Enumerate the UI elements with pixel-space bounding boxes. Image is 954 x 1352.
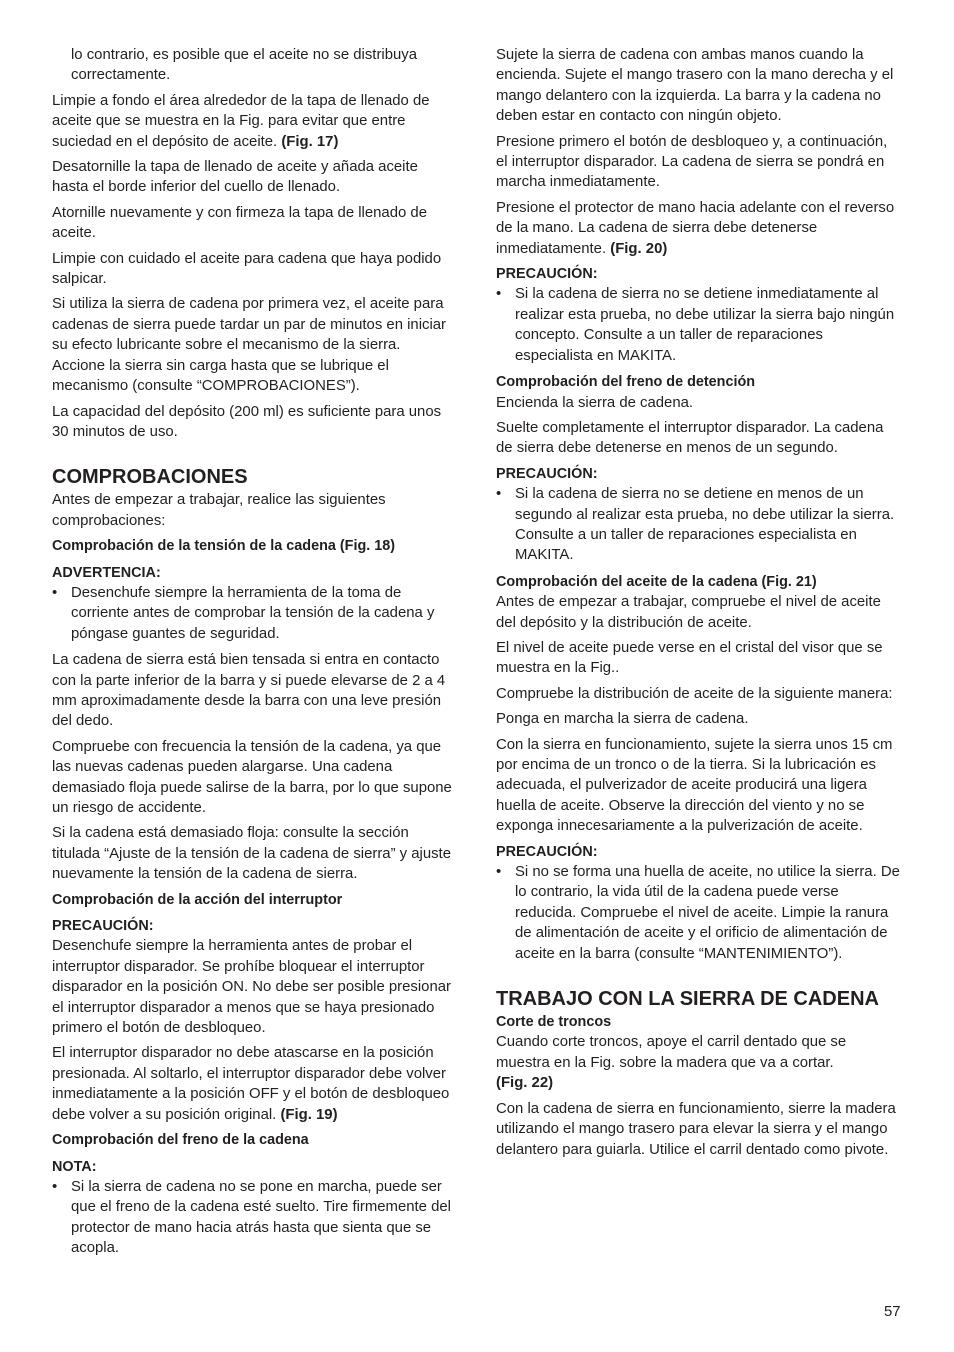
figure-reference: (Fig. 20) [610, 240, 668, 257]
bullet-item [52, 583, 456, 644]
bullet-item [496, 862, 902, 964]
paragraph: Limpie con cuidado el aceite para cadena que haya podido salpicar. [52, 250, 442, 288]
bullet-text: Si la cadena de sierra no se detiene inmediatamente al realizar esta prueba, no debe utilizar la sierra bajo ningún concepto. Consulte a un taller de reparaciones especialista en MAKITA. [515, 286, 895, 364]
caution-label: PRECAUCIÓN: [496, 266, 598, 283]
figure-reference: (Fig. 17) [281, 133, 339, 150]
paragraph: Si utiliza la sierra de cadena por primera vez, el aceite para cadenas de sierra puede tardar un par de minutos en iniciar su efecto lubricante sobre el mecanismo de la sierra. Accione la sierra sin carga hasta que se lubrique el mecanismo (consulte “COMPROBACIONES”). [52, 296, 447, 395]
paragraph: lo contrario, es posible que el aceite no se distribuya correctamente. [71, 47, 417, 84]
paragraph: Antes de empezar a trabajar, compruebe el nivel de aceite del depósito y la distribución de aceite. [496, 594, 881, 631]
subheading-log-cutting: Corte de troncos [496, 1014, 612, 1031]
subheading-switch-action: Comprobación de la acción del interruptor [52, 891, 343, 908]
bullet-text: Si la cadena de sierra no se detiene en menos de un segundo al realizar esta prueba, no debe utilizar la sierra. Consulte a un taller de reparaciones especialista en MAKITA. [515, 486, 895, 564]
paragraph: Compruebe con frecuencia la tensión de la cadena, ya que las nuevas cadenas pueden alargarse. Una cadena demasiado floja puede salirse de la barra, por lo que supone un riesgo de accidente. [52, 738, 452, 816]
paragraph: Presione primero el botón de desbloqueo y, a continuación, el interruptor disparador. La cadena de sierra se pondrá en marcha inmediatamente. [496, 133, 888, 191]
paragraph: Con la cadena de sierra en funcionamiento, sierre la madera utilizando el mango trasero para elevar la sierra y el mango delantero para guiarla. Utilice el carril dentado como pivote. [496, 1100, 896, 1158]
paragraph-text: El interruptor disparador no debe atascarse en la posición presionada. Al soltarlo, el interruptor disparador debe volver inmediatamente a la posición OFF y el botón de desbloqueo debe volver a su posición original. [52, 1045, 450, 1123]
paragraph: Atornille nuevamente y con firmeza la tapa de llenado de aceite. [52, 204, 427, 242]
paragraph: El nivel de aceite puede verse en el cristal del visor que se muestra en la Fig.. [496, 639, 883, 677]
section-heading-trabajo: TRABAJO CON LA SIERRA DE CADENA [496, 988, 879, 1011]
paragraph: Encienda la sierra de cadena. [496, 394, 694, 411]
section-heading-comprobaciones: COMPROBACIONES [52, 466, 248, 489]
bullet-item [496, 484, 902, 566]
paragraph: Con la sierra en funcionamiento, sujete la sierra unos 15 cm por encima de un tronco o de la tierra. Si la lubricación es adecuada, el pulverizador de aceite producirá una ligera huella de aceite. Observe la dirección del viento y no se exponga innecesariamente a la pulverización de aceite. [496, 736, 893, 835]
paragraph [52, 91, 456, 152]
paragraph [52, 1043, 456, 1125]
bullet-text: Si no se forma una huella de aceite, no utilice la sierra. De lo contrario, la vida útil de la cadena puede verse reducida. Compruebe el nivel de aceite. Limpie la ranura de alimentación de aceite y el orificio de alimentación de aceite en la barra (consulte “MANTENIMIENTO”). [515, 864, 900, 962]
subheading-chain-brake: Comprobación del freno de la cadena [52, 1132, 309, 1149]
bullet-icon: • [496, 286, 502, 303]
bullet-icon: • [52, 584, 58, 601]
paragraph: Ponga en marcha la sierra de cadena. [496, 711, 749, 728]
figure-reference: (Fig. 19) [280, 1106, 338, 1123]
left-column [52, 45, 456, 1265]
paragraph: Desenchufe siempre la herramienta antes de probar el interruptor disparador. Se prohíbe bloquear el interruptor disparador en la posición ON. No debe ser posible presionar el interruptor disparador a menos que se haya presionado primero el botón de desbloqueo. [52, 938, 451, 1037]
subheading-chain-oil: Comprobación del aceite de la cadena (Fig. 21) [496, 573, 817, 590]
figure-reference: (Fig. 22) [496, 1075, 554, 1092]
bullet-text: Desenchufe siempre la herramienta de la toma de corriente antes de comprobar la tensión de la cadena y póngase guantes de seguridad. [71, 584, 435, 642]
paragraph: Sujete la sierra de cadena con ambas manos cuando la encienda. Sujete el mango trasero con la mano derecha y el mango delantero con la izquierda. La barra y la cadena no deben estar en contacto con ningún objeto. [496, 47, 894, 125]
paragraph [496, 1032, 902, 1093]
bullet-item [496, 284, 902, 366]
paragraph: Antes de empezar a trabajar, realice las siguientes comprobaciones: [52, 492, 386, 529]
paragraph: Si la cadena está demasiado floja: consulte la sección titulada “Ajuste de la tensión de la cadena de sierra” y ajuste nuevamente la tensión de la cadena de sierra. [52, 825, 451, 883]
bullet-icon: • [52, 1178, 58, 1195]
bullet-icon: • [496, 864, 502, 881]
note-label: NOTA: [52, 1158, 97, 1175]
page-number: 57 [884, 1304, 901, 1320]
paragraph [496, 198, 902, 259]
caution-label: PRECAUCIÓN: [52, 918, 154, 935]
paragraph-text: Cuando corte troncos, apoye el carril dentado que se muestra en la Fig. sobre la madera que va a cortar. [496, 1034, 847, 1071]
paragraph: La cadena de sierra está bien tensada si entra en contacto con la parte inferior de la barra y si puede elevarse de 2 a 4 mm aproximadamente desde la barra con una leve presión del dedo. [52, 652, 446, 730]
caution-label: PRECAUCIÓN: [496, 465, 598, 482]
paragraph: Suelte completamente el interruptor disparador. La cadena de sierra debe detenerse en menos de un segundo. [496, 419, 884, 457]
bullet-icon: • [496, 486, 502, 503]
paragraph-text: Limpie a fondo el área alrededor de la tapa de llenado de aceite que se muestra en la Fig. para evitar que entre suciedad en el depósito de aceite. [52, 92, 430, 150]
subheading-stop-brake: Comprobación del freno de detención [496, 374, 756, 391]
subheading-chain-tension: Comprobación de la tensión de la cadena (Fig. 18) [52, 538, 396, 555]
warning-label: ADVERTENCIA: [52, 564, 161, 581]
bullet-text: Si la sierra de cadena no se pone en marcha, puede ser que el freno de la cadena esté suelto. Tire firmemente del protector de mano hacia atrás hasta que sienta que se acopla. [71, 1178, 451, 1257]
caution-label: PRECAUCIÓN: [496, 843, 598, 860]
paragraph: Compruebe la distribución de aceite de la siguiente manera: [496, 685, 893, 702]
right-column [496, 45, 902, 1165]
paragraph-text: Presione el protector de mano hacia adelante con el reverso de la mano. La cadena de sierra debe detenerse inmediatamente. [496, 199, 895, 257]
paragraph: La capacidad del depósito (200 ml) es suficiente para unos 30 minutos de uso. [52, 403, 442, 440]
bullet-item [52, 1177, 456, 1259]
paragraph: Desatornille la tapa de llenado de aceite y añada aceite hasta el borde inferior del cuello de llenado. [52, 159, 418, 196]
